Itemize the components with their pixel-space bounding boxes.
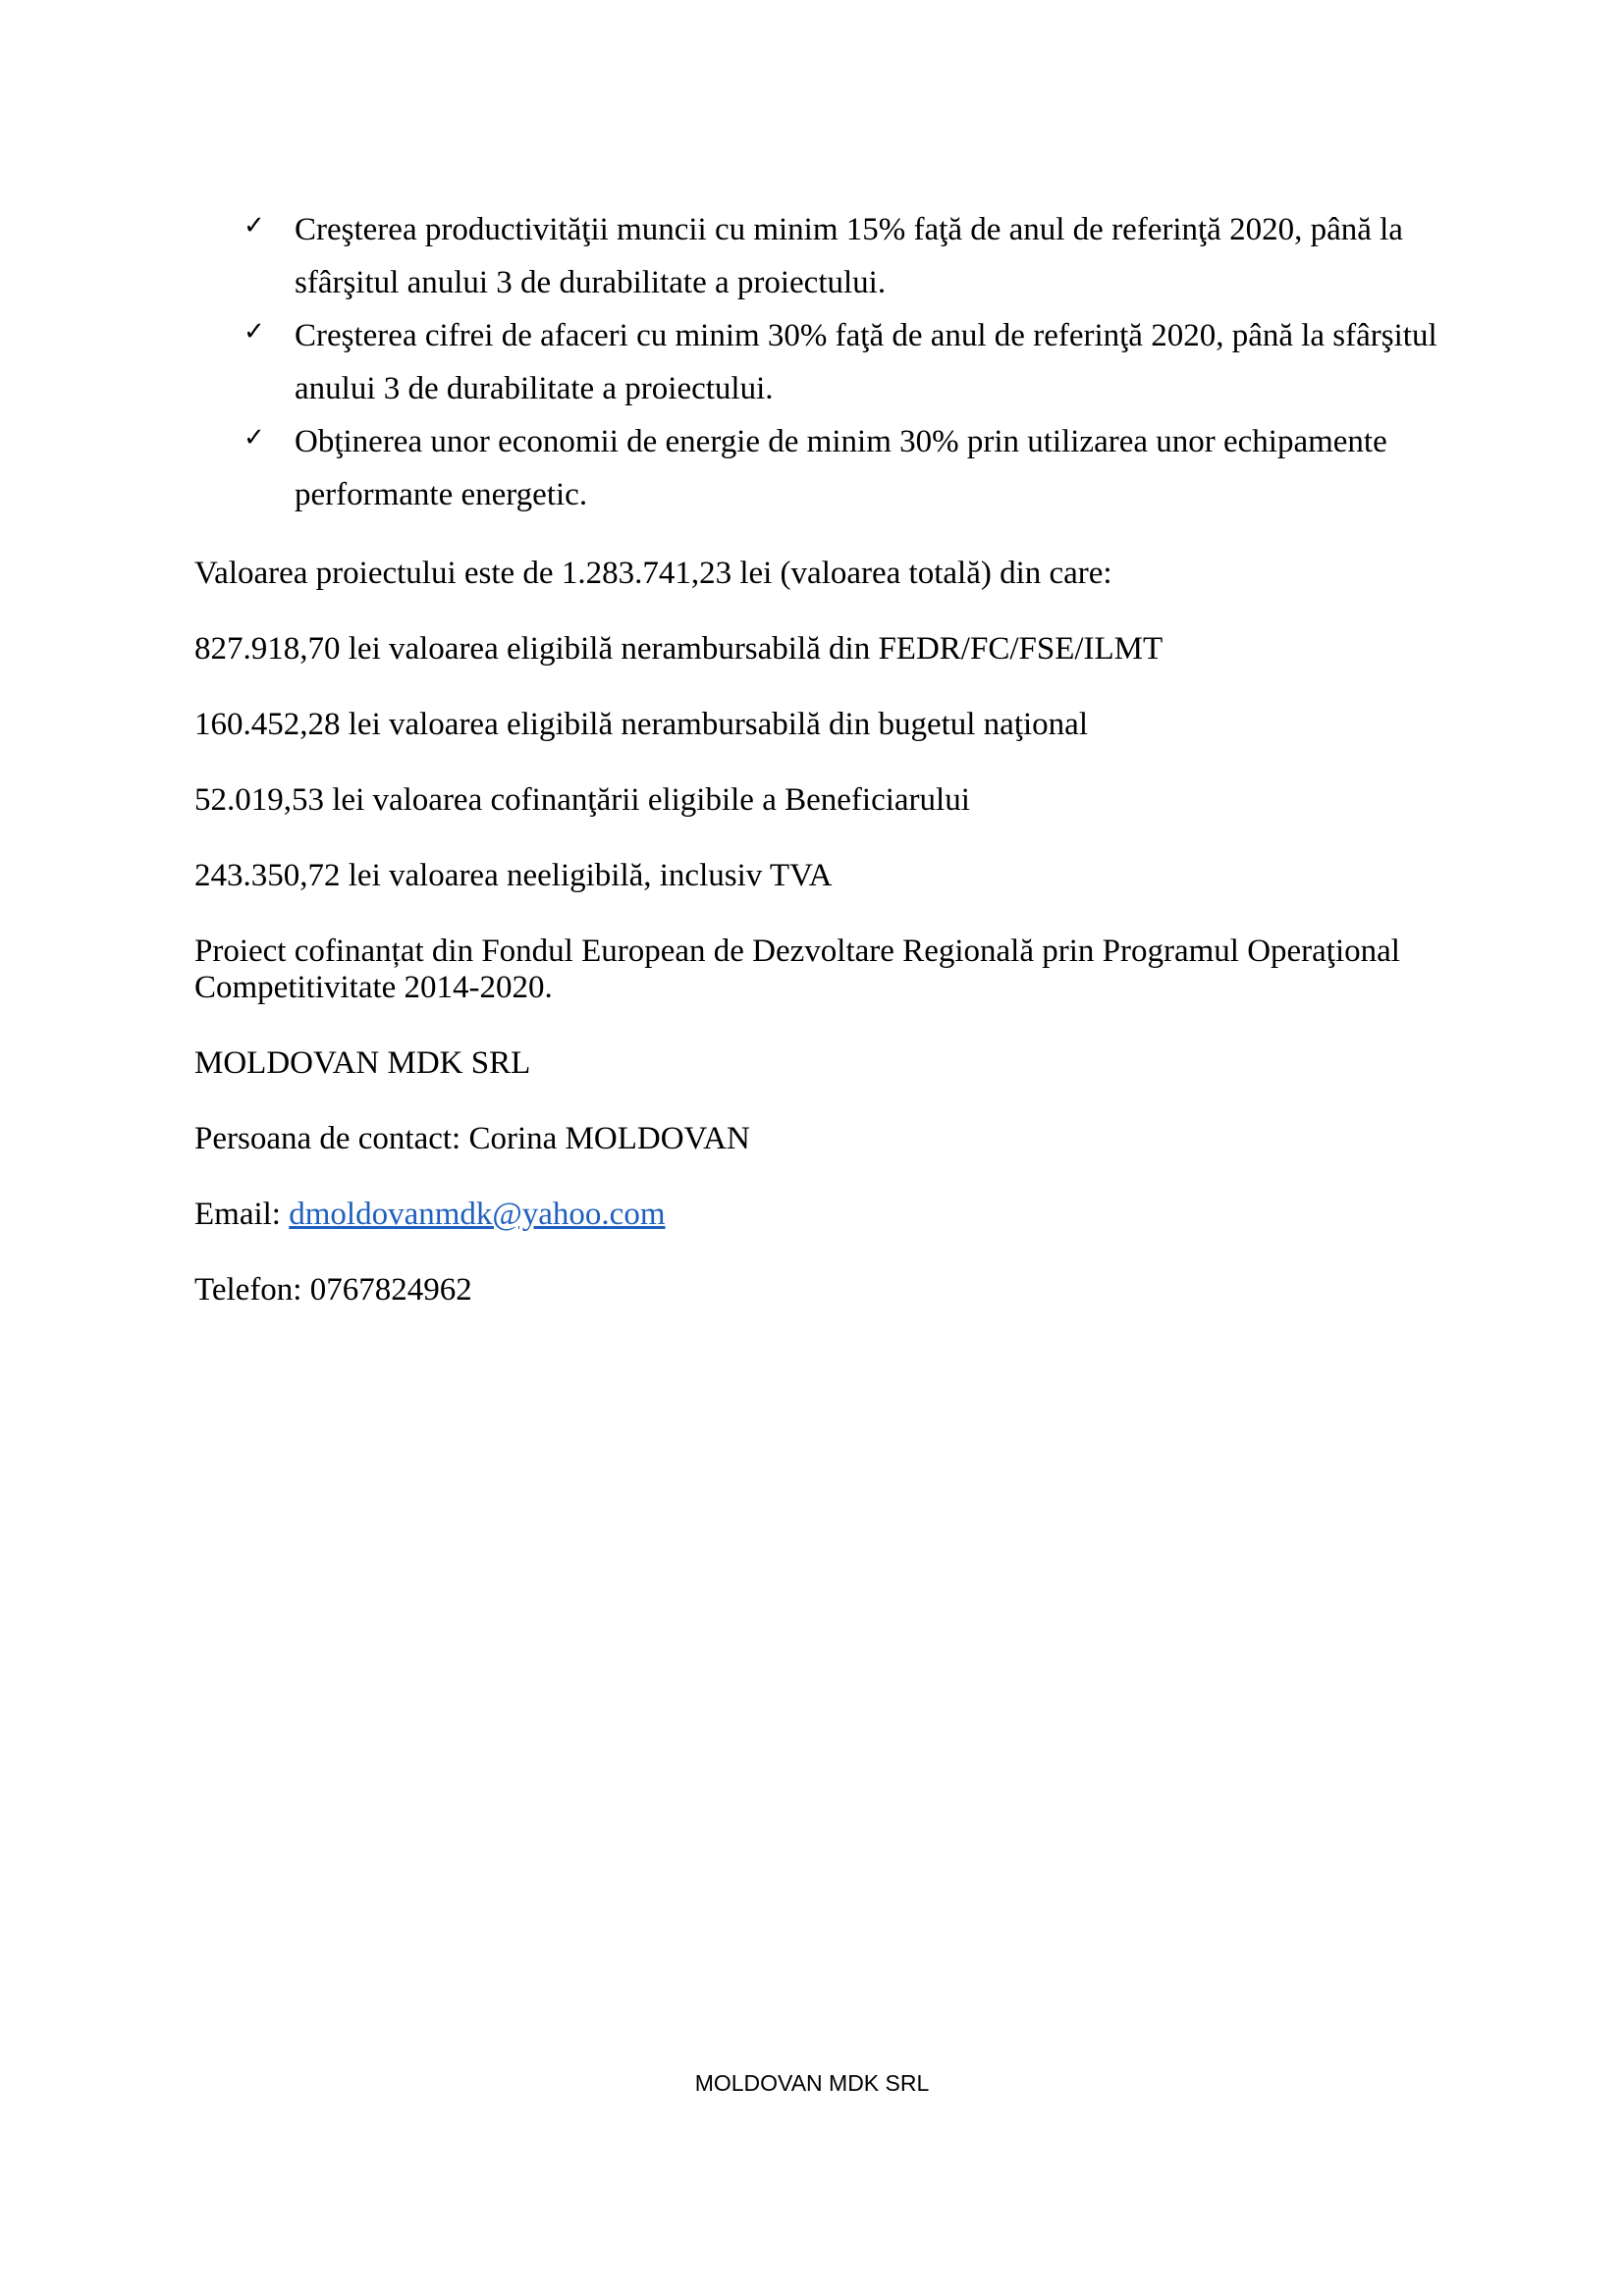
email-line (194, 1197, 1441, 1233)
email-label: Email: (194, 1197, 290, 1232)
value-line-ineligible: 243.350,72 lei valoarea neeligibilă, inclusiv TVA (194, 858, 833, 893)
check-icon: ✓ (244, 423, 265, 453)
objective-item (244, 309, 1441, 415)
company-name: MOLDOVAN MDK SRL (194, 1045, 531, 1081)
value-line-cofinancing: 52.019,53 lei valoarea cofinanţării eligibile a Beneficiarului (194, 782, 970, 818)
check-icon: ✓ (244, 317, 265, 347)
phone-line: Telefon: 0767824962 (194, 1272, 472, 1308)
objectives-list (244, 203, 1441, 521)
project-value: Valoarea proiectului este de 1.283.741,23 lei (valoarea totală) din care: (194, 556, 1112, 591)
objective-text: Obţinerea unor economii de energie de minim 30% prin utilizarea unor echipamente performante energetic. (295, 424, 1387, 512)
objective-text: Creşterea productivităţii muncii cu minim 15% faţă de anul de referinţă 2020, până la sfârşitul anului 3 de durabilitate a proiectului. (295, 212, 1403, 300)
funding-statement: Proiect cofinanțat din Fondul European de Dezvoltare Regională prin Programul Operaţional Competitivitate 2014-2020. (194, 934, 1400, 1005)
objective-item (244, 415, 1441, 521)
objective-item (244, 203, 1441, 309)
email-link[interactable]: dmoldovanmdk@yahoo.com (289, 1197, 666, 1232)
value-line-eu-funds: 827.918,70 lei valoarea eligibilă nerambursabilă din FEDR/FC/FSE/ILMT (194, 631, 1164, 667)
objective-text: Creşterea cifrei de afaceri cu minim 30% faţă de anul de referinţă 2020, până la sfârşitul anului 3 de durabilitate a proiectului. (295, 318, 1437, 406)
contact-person: Persoana de contact: Corina MOLDOVAN (194, 1121, 750, 1156)
check-icon: ✓ (244, 211, 265, 240)
value-line-national-budget: 160.452,28 lei valoarea eligibilă nerambursabilă din bugetul naţional (194, 707, 1088, 742)
page-footer: MOLDOVAN MDK SRL (694, 2070, 930, 2096)
